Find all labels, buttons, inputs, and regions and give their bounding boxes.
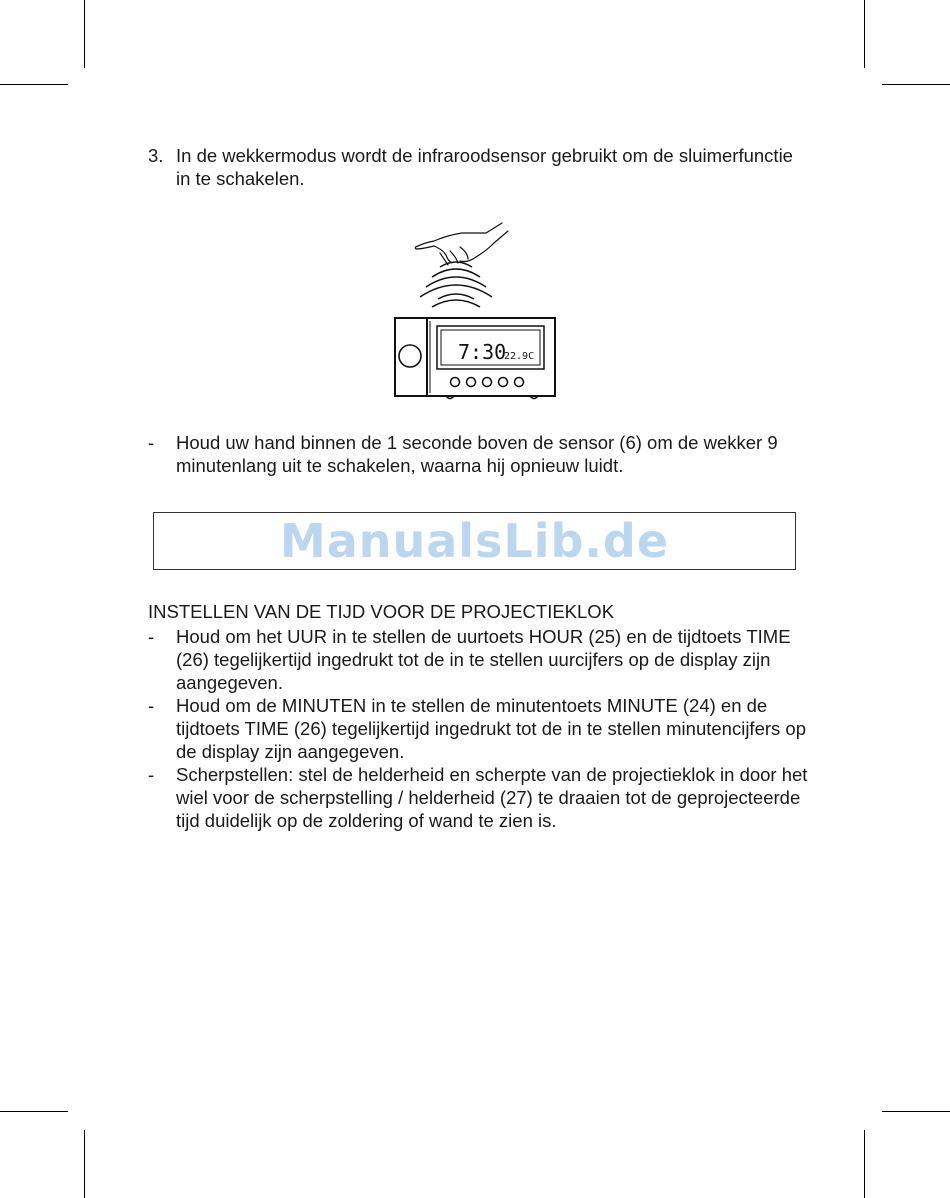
crop-mark xyxy=(0,84,68,85)
list-item-text: Scherpstellen: stel de helderheid en scherpte van de projectieklok in door het wiel voor de scherpstelling / helderheid (27) te draaien tot de geprojecteerde tijd duidelijk op de zoldering of wand te zien is. xyxy=(176,764,808,831)
crop-mark xyxy=(864,0,865,68)
hand-icon xyxy=(415,223,508,265)
list-item xyxy=(148,694,808,763)
crop-mark xyxy=(84,0,85,68)
section-heading: INSTELLEN VAN DE TIJD VOOR DE PROJECTIEKLOK xyxy=(148,601,615,622)
crop-mark xyxy=(882,1111,950,1112)
snooze-text: Houd uw hand binnen de 1 seconde boven de sensor (6) om de wekker 9 minutenlang uit te schakelen, waarna hij opnieuw luidt. xyxy=(176,432,778,476)
list-item-text: Houd om het UUR in te stellen de uurtoets HOUR (25) en de tijdtoets TIME (26) tegelijkertijd ingedrukt tot de in te stellen uurcijfers op de display zijn aangegeven. xyxy=(176,626,791,693)
watermark-box xyxy=(153,512,796,570)
crop-mark xyxy=(882,84,950,85)
list-item xyxy=(148,763,808,832)
list-item xyxy=(148,625,808,694)
bullet-dash: - xyxy=(148,432,155,453)
crop-mark xyxy=(84,1130,85,1198)
bullet-dash: - xyxy=(148,764,155,785)
step-text: In de wekkermodus wordt de infraroodsensor gebruikt om de sluimerfunctie in te schakelen. xyxy=(176,145,793,189)
clock-time: 7:30 xyxy=(458,340,507,364)
crop-mark xyxy=(864,1130,865,1198)
bullet-dash: - xyxy=(148,626,155,647)
watermark-text: ManualsLib.de xyxy=(279,514,670,568)
list-item-text: Houd om de MINUTEN in te stellen de minutentoets MINUTE (24) en de tijdtoets TIME (26) tegelijkertijd ingedrukt tot de in te stellen minutencijfers op de display zijn aangegeven. xyxy=(176,695,806,762)
clock-sensor-illustration xyxy=(390,215,562,405)
snooze-note xyxy=(148,431,808,477)
step-number: 3. xyxy=(148,145,164,166)
step-3 xyxy=(148,144,808,190)
bullet-dash: - xyxy=(148,695,155,716)
crop-mark xyxy=(0,1111,68,1112)
ir-wave-icon xyxy=(420,262,492,307)
clock-temperature: 22.9C xyxy=(504,351,535,362)
